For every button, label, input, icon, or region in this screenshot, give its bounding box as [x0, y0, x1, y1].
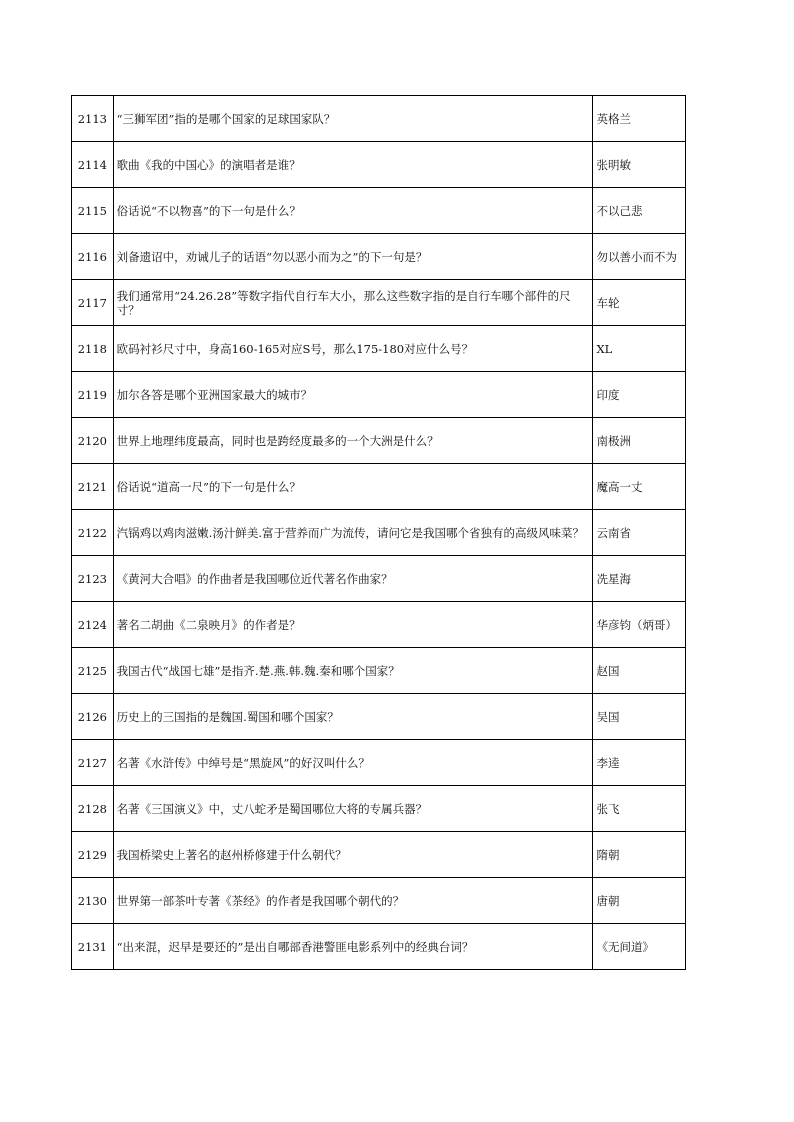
- question-number-cell: 2127: [72, 740, 114, 786]
- table-row: [72, 924, 686, 970]
- question-number-cell: 2126: [72, 694, 114, 740]
- answer-cell: 张飞: [593, 786, 686, 832]
- answer-cell: 赵国: [593, 648, 686, 694]
- question-cell: 名著《水浒传》中绰号是“黑旋风”的好汉叫什么？: [113, 740, 593, 786]
- answer-cell: 唐朝: [593, 878, 686, 924]
- table-row: [72, 234, 686, 280]
- quiz-table: [71, 95, 686, 970]
- table-row: [72, 464, 686, 510]
- answer-cell: 华彦钧（炳哥）: [593, 602, 686, 648]
- answer-cell: 魔高一丈: [593, 464, 686, 510]
- question-cell: 历史上的三国指的是魏国.蜀国和哪个国家？: [113, 694, 593, 740]
- table-row: [72, 740, 686, 786]
- question-cell: “出来混，迟早是要还的”是出自哪部香港警匪电影系列中的经典台词？: [113, 924, 593, 970]
- question-cell: 世界第一部茶叶专著《茶经》的作者是我国哪个朝代的？: [113, 878, 593, 924]
- question-number-cell: 2116: [72, 234, 114, 280]
- question-number-cell: 2119: [72, 372, 114, 418]
- question-number-cell: 2118: [72, 326, 114, 372]
- answer-cell: 英格兰: [593, 96, 686, 142]
- question-number-cell: 2125: [72, 648, 114, 694]
- question-cell: 汽锅鸡以鸡肉滋嫩.汤汁鲜美.富于营养而广为流传，请问它是我国哪个省独有的高级风味菜？: [113, 510, 593, 556]
- question-cell: 欧码衬衫尺寸中，身高160-165对应S号，那么175-180对应什么号？: [113, 326, 593, 372]
- table-row: [72, 602, 686, 648]
- answer-cell: 勿以善小而不为: [593, 234, 686, 280]
- question-cell: 刘备遗诏中，劝诫儿子的话语“勿以恶小而为之”的下一句是？: [113, 234, 593, 280]
- answer-cell: 云南省: [593, 510, 686, 556]
- question-number-cell: 2128: [72, 786, 114, 832]
- question-cell: 我国桥梁史上著名的赵州桥修建于什么朝代？: [113, 832, 593, 878]
- question-number-cell: 2120: [72, 418, 114, 464]
- answer-cell: 南极洲: [593, 418, 686, 464]
- quiz-table-body: [72, 96, 686, 970]
- answer-cell: 隋朝: [593, 832, 686, 878]
- table-row: [72, 96, 686, 142]
- question-number-cell: 2124: [72, 602, 114, 648]
- question-number-cell: 2122: [72, 510, 114, 556]
- question-number-cell: 2114: [72, 142, 114, 188]
- table-row: [72, 188, 686, 234]
- table-row: [72, 832, 686, 878]
- question-cell: 著名二胡曲《二泉映月》的作者是？: [113, 602, 593, 648]
- answer-cell: 冼星海: [593, 556, 686, 602]
- question-cell: 歌曲《我的中国心》的演唱者是谁？: [113, 142, 593, 188]
- question-number-cell: 2117: [72, 280, 114, 326]
- question-cell: 名著《三国演义》中，丈八蛇矛是蜀国哪位大将的专属兵器？: [113, 786, 593, 832]
- table-row: [72, 648, 686, 694]
- question-number-cell: 2113: [72, 96, 114, 142]
- answer-cell: XL: [593, 326, 686, 372]
- table-row: [72, 142, 686, 188]
- question-number-cell: 2130: [72, 878, 114, 924]
- question-number-cell: 2121: [72, 464, 114, 510]
- question-cell: 《黄河大合唱》的作曲者是我国哪位近代著名作曲家？: [113, 556, 593, 602]
- question-cell: 俗话说“不以物喜”的下一句是什么？: [113, 188, 593, 234]
- answer-cell: 车轮: [593, 280, 686, 326]
- answer-cell: 张明敏: [593, 142, 686, 188]
- question-cell: 俗话说“道高一尺”的下一句是什么？: [113, 464, 593, 510]
- table-row: [72, 786, 686, 832]
- answer-cell: 吴国: [593, 694, 686, 740]
- question-cell: 加尔各答是哪个亚洲国家最大的城市？: [113, 372, 593, 418]
- answer-cell: 印度: [593, 372, 686, 418]
- table-row: [72, 418, 686, 464]
- table-row: [72, 556, 686, 602]
- table-row: [72, 280, 686, 326]
- question-cell: 我国古代“战国七雄”是指齐.楚.燕.韩.魏.秦和哪个国家？: [113, 648, 593, 694]
- question-number-cell: 2115: [72, 188, 114, 234]
- table-row: [72, 694, 686, 740]
- question-cell: 我们通常用“24.26.28”等数字指代自行车大小，那么这些数字指的是自行车哪个部件的尺寸？: [113, 280, 593, 326]
- answer-cell: 不以己悲: [593, 188, 686, 234]
- answer-cell: 《无间道》: [593, 924, 686, 970]
- question-number-cell: 2129: [72, 832, 114, 878]
- table-row: [72, 878, 686, 924]
- answer-cell: 李逵: [593, 740, 686, 786]
- table-row: [72, 372, 686, 418]
- question-number-cell: 2123: [72, 556, 114, 602]
- question-cell: “三狮军团”指的是哪个国家的足球国家队？: [113, 96, 593, 142]
- question-cell: 世界上地理纬度最高，同时也是跨经度最多的一个大洲是什么？: [113, 418, 593, 464]
- table-row: [72, 326, 686, 372]
- question-number-cell: 2131: [72, 924, 114, 970]
- table-row: [72, 510, 686, 556]
